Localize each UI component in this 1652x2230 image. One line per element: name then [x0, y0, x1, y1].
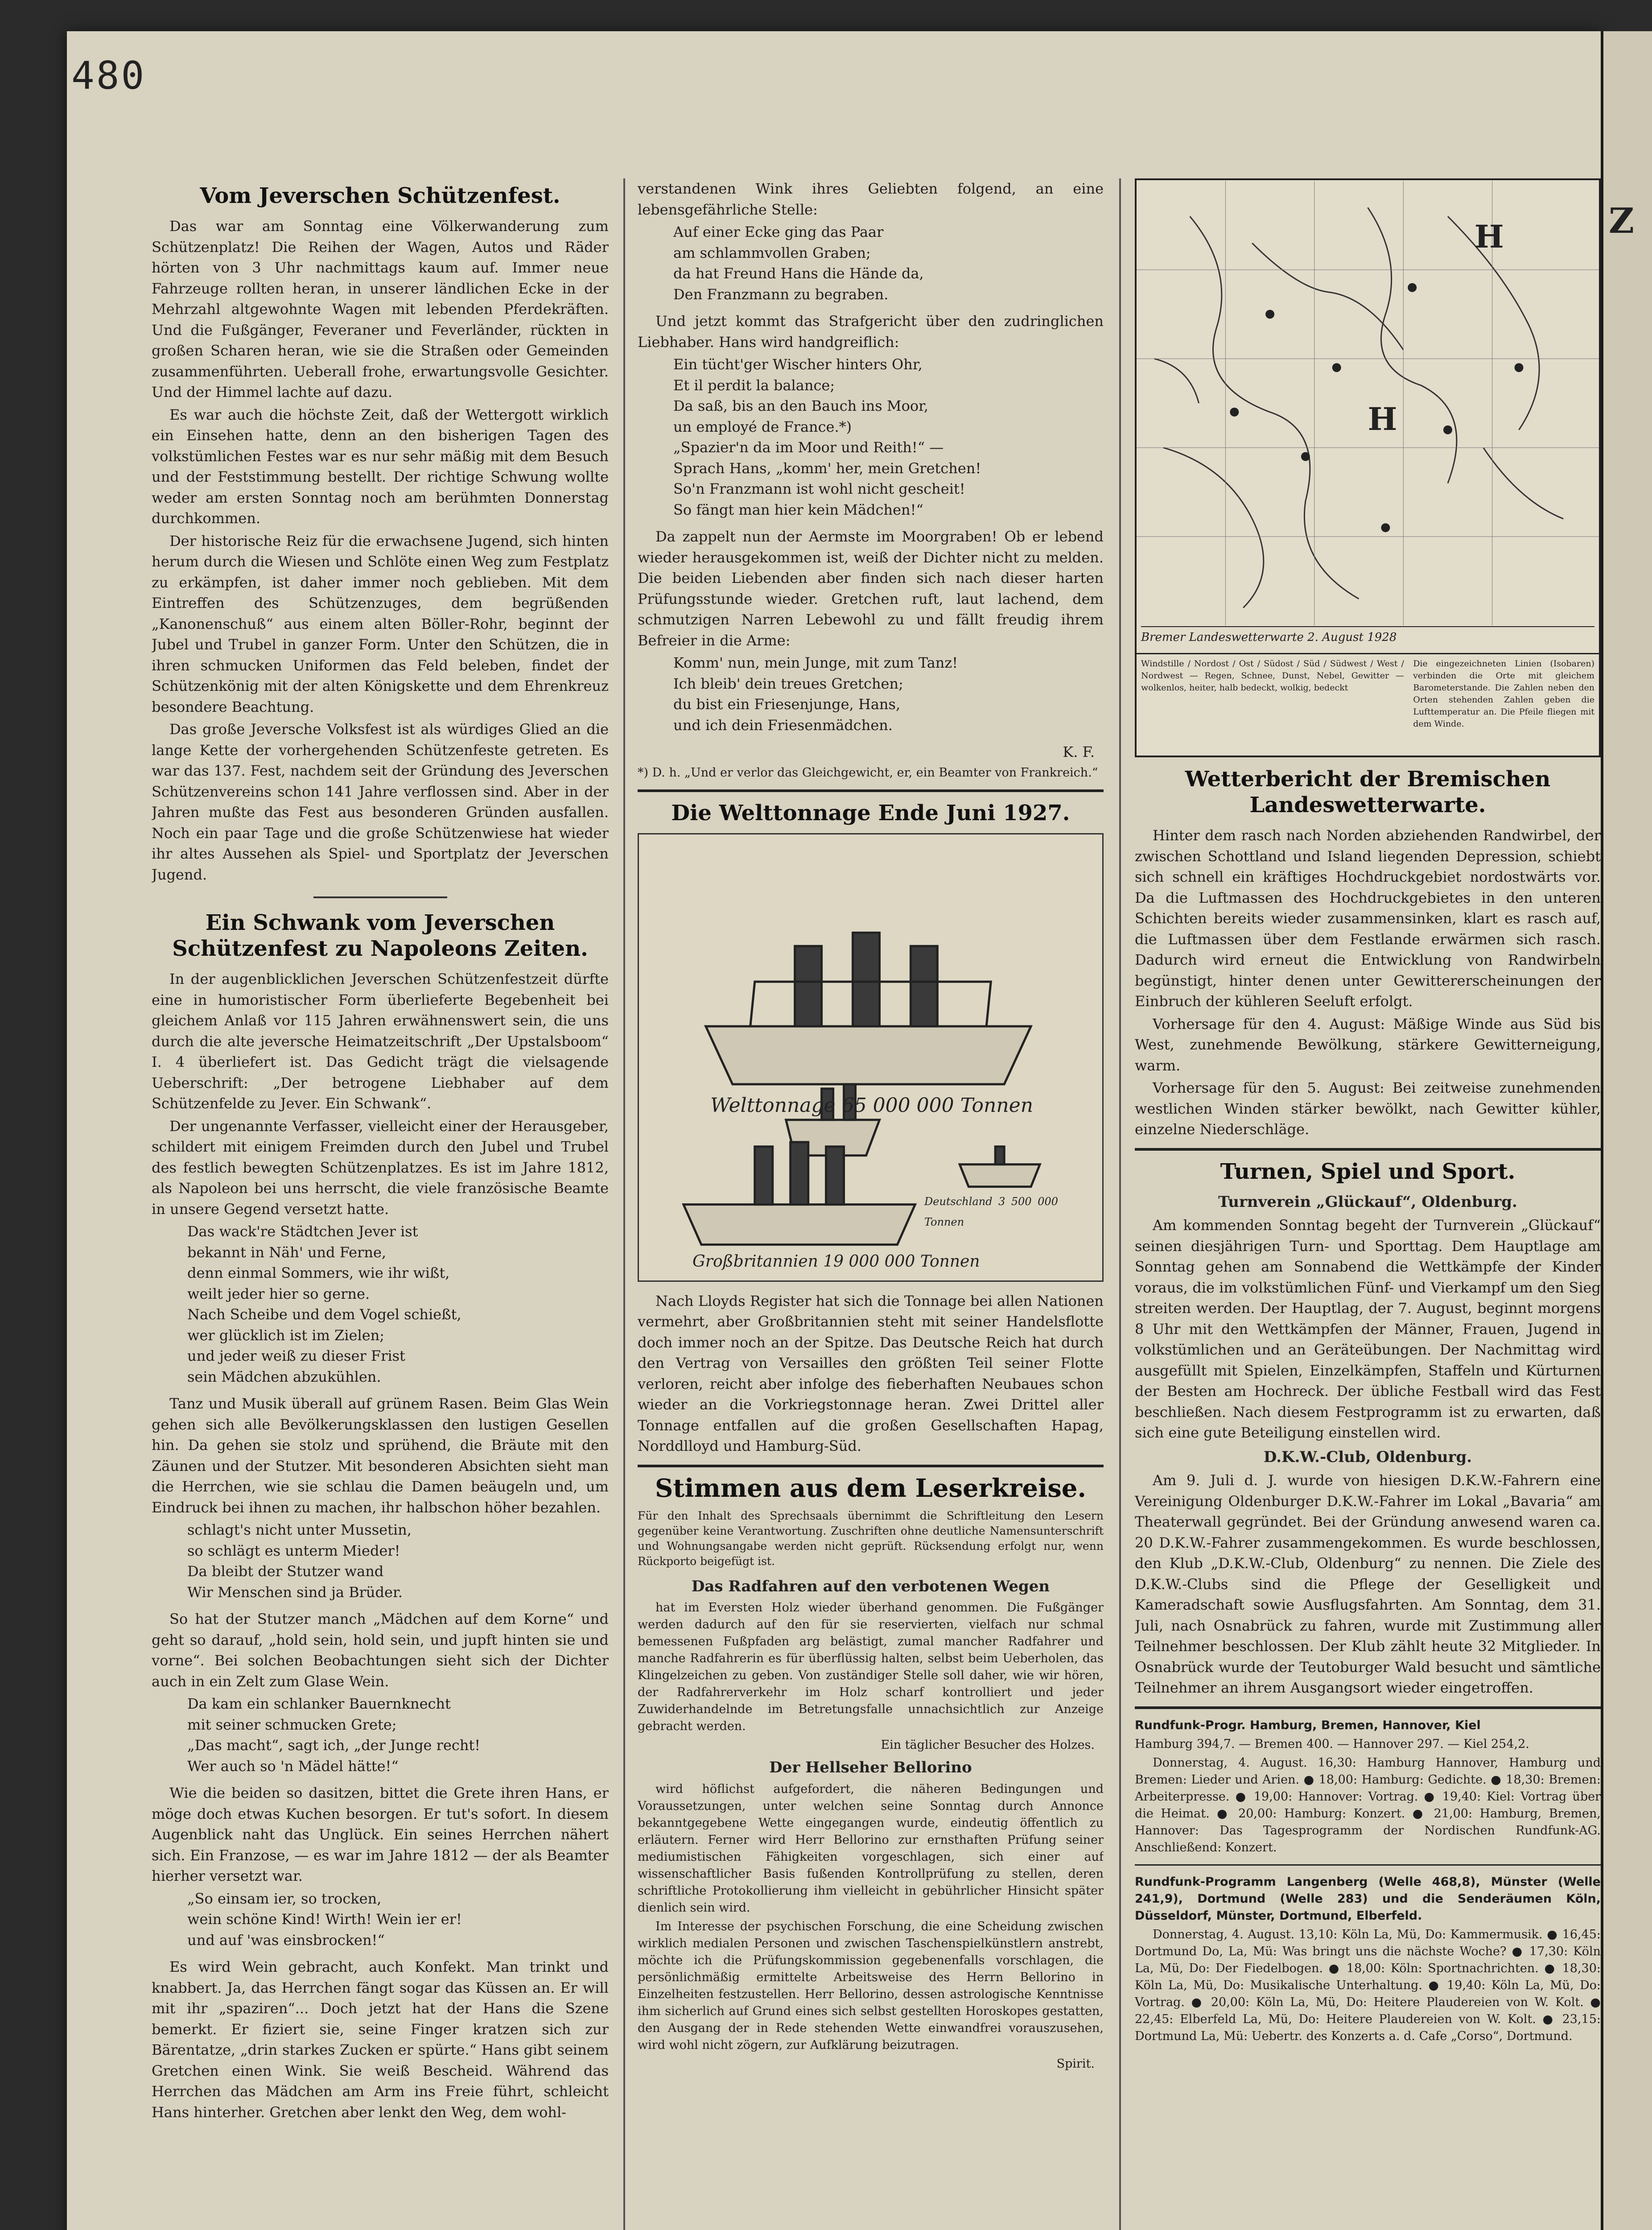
- paragraph: Am kommenden Sonntag begeht der Turnverein „Glückauf“ seinen diesjährigen Turn- und Sporttag. Dem Hauptlage am Sonntag gehen am Sonnabend die Wettkämpfe der Kinder voraus, die im volkstümlichen Fünf- und Vierkampf um den Sieg streiten werden. Der Hauptlag, der 7. August, beginnt morgens 8 Uhr mit den Wettkämpfen der Männer, Frauen, Jugend in volkstümlichen und an Geräteübungen. Der Nachmittag wird ausgefüllt mit Spielen, Einzelkämpfen, Staffeln und Kürturnen der Besten am Hochreck. Der übliche Festball wird das Fest beschließen. Nach diesem Festprogramm ist zu erwarten, daß sich eine gute Beteiligung einstellen wird.: [1135, 1217, 1601, 1441]
- paragraph: Es wird Wein gebracht, auch Konfekt. Man trinkt und knabbert. Ja, das Herrchen fängt sogar das Küssen an. Er will mit ihr „spaziren“... Doch jetzt hat der Hans die Szene bemerkt. Er fiziert sie, seine Finger kratzen sich zur Bärentatze, „drin starkes Zucken er spürte.“ Hans gibt seinem Gretchen einen Wink. Sie weiß Bescheid. Während das Herrchen das Mädchen am Arm ins Freie führt, schleicht Hans hinterher. Gretchen aber lenkt den Weg, dem wohl-: [152, 1958, 609, 2121]
- article-title: Wetterbericht der Bremischen Landeswetterwarte.: [1185, 767, 1551, 818]
- paragraph: Der historische Reiz für die erwachsene Jugend, sich hinten herum durch die Wiesen und Schlöte einen Weg zum Festplatz zu erkämpfen, ist daher immer noch geblieben. Mit dem Eintreffen des Schützenzuges, dem begrüßenden „Kanonenschuß“ aus einem alten Böller-Rohr, beginnt der Jubel und Trubel in ganzer Form. Unter den Schützen, die in ihren schmucken Uniformen das Feld beleben, findet der Schützenkönig mit der alten Königskette und dem Ehrenkreuz besondere Beachtung.: [152, 532, 609, 715]
- radio-programs: [1135, 1717, 1601, 2045]
- weather-map: [1135, 178, 1601, 757]
- section-rule: [1135, 1148, 1601, 1151]
- subheading: D.K.W.-Club, Oldenburg.: [1263, 1448, 1472, 1466]
- paragraph: Der ungenannte Verfasser, vielleicht einer der Herausgeber, schildert mit einigem Freimden durch den Jubel und Trubel des festlich bewegten Schützenplatzes. Es ist im Jahre 1812, als Napoleon bei uns herrscht, die viele französische Beamte in unsere Gegend versetzt hatte.: [152, 1117, 609, 1218]
- author-signature: K. F.: [1063, 743, 1095, 760]
- subheading: Turnverein „Glückauf“, Oldenburg.: [1218, 1193, 1517, 1211]
- poem-stanza: Auf einer Ecke ging das Paar am schlammvollen Graben; da hat Freund Hans die Hände da, Den Franzmann zu begraben.: [673, 223, 924, 303]
- paragraph: Im Interesse der psychischen Forschung, die eine Scheidung zwischen wirklich medialen Personen und zwischen Taschenspielkünstlern anstrebt, möchte ich die Prüfungskommission gegebenenfalls vorschlagen, die persönlichmäßig ermittelte Arbeitsweise des Herrn Bellorino in Einzelheiten festzustellen. Herr Bellorino, dessen astrologische Kenntnisse ihm sicherlich auf Grund eines sich selbst gestellten Horoskopes gestatten, den Ausgang der in Rede stehenden Wette einwandfrei vorauszusehen, wird wohl nicht zögern, zur Aufklärung beizutragen.: [638, 1919, 1104, 2052]
- map-legend: [1137, 653, 1599, 756]
- svg-text:H: H: [1368, 401, 1397, 438]
- section-rule: [1135, 1706, 1601, 1709]
- column-1: [152, 178, 609, 2230]
- radio-wavelengths: Hamburg 394,7. — Bremen 400. — Hannover 297. — Kiel 254,2.: [1135, 1737, 1529, 1751]
- column-rule: [1119, 178, 1121, 2230]
- weather-map-drawing: [1137, 180, 1599, 626]
- letter-title: Der Hellseher Bellorino: [769, 1759, 972, 1776]
- paragraph: Das große Jeversche Volksfest ist als würdiges Glied an die lange Kette der vorhergehenden Schützenfeste getreten. Es war das 137. Fest, nachdem seit der Gründung des Jeverschen Schützenvereins schon 141 Jahre verflossen sind. Aber in der Jahren mußte das Fest aus besonderen Gründen ausfallen. Noch ein paar Tage und die große Schützenwiese hat wieder ihr altes Aussehen als Spiel- und Sportplatz der Jeverschen Jugend.: [152, 721, 609, 883]
- poem-stanza: Da kam ein schlanker Bauernknecht mit seiner schmucken Grete; „Das macht“, sagt ich, „der Junge recht! Wer auch so 'n Mädel hätte!“: [187, 1695, 481, 1775]
- article-title: Vom Jeverschen Schützenfest.: [200, 183, 560, 208]
- separator: [313, 896, 447, 898]
- radio-title: Rundfunk-Programm Langenberg (Welle 468,8), Münster (Welle 241,9), Dortmund (Welle 283) und die Senderäumen Köln, Düsseldorf, Münster, Dortmund, Elberfeld.: [1135, 1875, 1601, 1923]
- poem-stanza: „So einsam ier, so trocken, wein schöne Kind! Wirth! Wein ier er! und auf 'was einsbrocken!“: [187, 1890, 462, 1949]
- caption-britain-tonnage: Großbritannien 19 000 000 Tonnen: [692, 1252, 980, 1271]
- column-rule: [623, 178, 625, 2230]
- paragraph: Da zappelt nun der Aermste im Moorgraben! Ob er lebend wieder herausgekommen ist, weiß der Dichter nicht zu melden. Die beiden Liebenden aber finden sich nach dieser harten Prüfungsstunde wieder. Gretchen ruft, laut lachend, dem schmutzigen Narren Lebewohl zu und fällt freudig ihrem Befreier in die Arme:: [638, 528, 1104, 649]
- column-2: [638, 178, 1104, 2230]
- paragraph: Es war auch die höchste Zeit, daß der Wettergott wirklich ein Einsehen hatte, denn an den bisherigen Tagen des volkstümlichen Festes war es nur sehr mäßig mit dem Besuch und der Feststimmung bestellt. Der richtige Schwung wollte weder am ersten Sonntag noch am berühmten Donnerstag durchkommen.: [152, 406, 609, 527]
- article-title: Die Welttonnage Ende Juni 1927.: [671, 800, 1070, 826]
- article-title: Ein Schwank vom Jeverschen Schützenfest zu Napoleons Zeiten.: [172, 910, 588, 961]
- paragraph: hat im Eversten Holz wieder überhand genommen. Die Fußgänger werden dadurch auf den für sie reservierten, vielfach nur schmal bemessenen Fußpfaden arg belästigt, zumal mancher Radfahrer und manche Radfahrerin es für überflüssig halten, selbst beim Ueberholen, das Klingelzeichen zu geben. Von zuständiger Stelle soll daher, wie wir hören, der Radfahrerverkehr im Holz scharf kontrolliert und jeder Zuwiderhandelnde im Betretungsfalle unnachsichtlich zur Anzeige gebracht werden.: [638, 1601, 1104, 1733]
- footnote: *) D. h. „Und er verlor das Gleichgewicht, er, ein Beamter von Frankreich.“: [638, 765, 1098, 780]
- caption-germany-tonnage: Deutschland 3 500 000 Tonnen: [924, 1195, 1058, 1228]
- paragraph: verstandenen Wink ihres Geliebten folgend, an eine lebensgefährliche Stelle:: [638, 180, 1104, 218]
- letter-signature: Ein täglicher Besucher des Holzes.: [881, 1738, 1095, 1752]
- map-caption: Bremer Landeswetterwarte 2. August 1928: [1141, 626, 1594, 649]
- poem-stanza: Das wack're Städtchen Jever ist bekannt in Näh' und Ferne, denn einmal Sommers, wie ihr wißt, weilt jeder hier so gerne. Nach Scheibe und dem Vogel schießt, wer glücklich ist im Zielen; und jeder weiß zu dieser Frist sein Mädchen abzukühlen.: [187, 1223, 461, 1385]
- paragraph: So hat der Stutzer manch „Mädchen auf dem Korne“ und geht so darauf, „hold sein, hold sein, und jupft hinten sie und vorne“. Bei solchen Beobachtungen sieht sich der Dichter auch in ein Zelt zum Glase Wein.: [152, 1611, 609, 1690]
- editorial-note: Für den Inhalt des Sprechsaals übernimmt die Schriftleitung den Lesern gegenüber keine Verantwortung. Zuschriften ohne deutliche Namensunterschrift und Wohnungsangabe werden nicht geprüft. Rücksendung erfolgt nur, wenn Rückporto beigefügt ist.: [638, 1509, 1104, 1568]
- paragraph: Und jetzt kommt das Strafgericht über den zudringlichen Liebhaber. Hans wird handgreiflich:: [638, 313, 1104, 351]
- paragraph: Vorhersage für den 5. August: Bei zeitweise zunehmenden westlichen Winden stärker bewölkt, nach Gewitter kühler, einzelne Niederschläge.: [1135, 1079, 1601, 1138]
- legend-symbols: Windstille / Nordost / Ost / Südost / Süd / Südwest / West / Nordwest — Regen, Schnee, Dunst, Nebel, Gewitter — wolkenlos, heiter, halb bedeckt, wolkig, bedeckt: [1141, 659, 1404, 693]
- ship-illustration: [638, 833, 1104, 1282]
- column-3: [1135, 178, 1601, 2230]
- page-number: 480: [71, 54, 146, 98]
- paragraph: Nach Lloyds Register hat sich die Tonnage bei allen Nationen vermehrt, aber Großbritannien steht mit seiner Handelsflotte doch immer noch an der Spitze. Das Deutsche Reich hat durch den Vertrag von Versailles den größten Teil seiner Flotte verloren, reicht aber infolge des fieberhaften Neubaues schon wieder an die Vorkriegstonnage heran. Zwei Drittel aller Tonnage entfallen auf die großen Gesellschaften Hapag, Norddlloyd und Hamburg-Süd.: [638, 1292, 1104, 1454]
- paragraph: wird höflichst aufgefordert, die näheren Bedingungen und Voraussetzungen, unter welchen seine Sonntag durch Annonce bekanntgegebene Wette eingegangen wurde, eindeutig öffentlich zu erläutern. Ferner wird Herr Bellorino zur ernsthaften Prüfung seiner mediumistischen Fähigkeiten vorgeschlagen, sich einer auf wissenschaftlicher Basis fußenden Kontrollprüfung zu stellen, deren schriftliche Protokollierung ihm vielleicht in gebührlicher Hinsicht später dienlich sein wird.: [638, 1782, 1104, 1915]
- legend-explanation: Die eingezeichneten Linien (Isobaren) verbinden die Orte mit gleichem Barometerstande. Die Zahlen neben den Orten stehenden Zahlen geben die Lufttemperatur an. Die Pfeile fliegen mit dem Winde.: [1413, 659, 1594, 729]
- article-title: Turnen, Spiel und Sport.: [1220, 1159, 1516, 1184]
- letter-signature: Spirit.: [1056, 2057, 1095, 2071]
- poem-stanza: Ein tücht'ger Wischer hinters Ohr, Et il perdit la balance; Da saß, bis an den Bauch ins Moor, un employé de France.*) „Spazier'n da im Moor und Reith!“ — Sprach Hans, „komm' her, mein Gretchen! So'n Franzmann ist wohl nicht gescheit! So fängt man hier kein Mädchen!“: [673, 356, 981, 518]
- radio-schedule: Donnerstag, 4. August. 16,30: Hamburg Hannover, Hamburg und Bremen: Lieder und Arien. ● 18,00: Hamburg: Gedichte. ● 18,30: Bremen: Arbeiterpresse. ● 19,00: Hannover: Vortrag. ● 19,40: Kiel: Vortrag über die Heimat. ● 20,00: Hamburg: Konzert. ● 21,00: Hamburg, Bremen, Hannover: Das Tagesprogramm der Nordischen Rundfunk-AG. Anschließend: Konzert.: [1135, 1755, 1601, 1854]
- paragraph: Hinter dem rasch nach Norden abziehenden Randwirbel, der zwischen Schottland und Island liegenden Depression, schiebt sich schnell ein kräftiges Hochdruckgebiet nordostwärts vor. Da die Luftmassen des Hochdruckgebietes in den unteren Schichten bereits wieder zusammensinken, klart es rasch auf, die Luftmassen über dem Festlande erwärmen sich rasch. Dadurch wird erneut die Entwicklung von Randwirbeln begünstigt, hinter denen unter Gewittererscheinungen der Einbruch der kühleren Seeluft erfolgt.: [1135, 827, 1601, 1010]
- paragraph: Tanz und Musik überall auf grünem Rasen. Beim Glas Wein gehen sich alle Bevölkerungsklassen den lustigen Gesellen hin. Da gehen sie stolz und sprühend, die Bräute mit den Zäunen und der Stutzer. Mit besonderen Absichten sieht man die Herrchen, wie sie schlau die Damen beäugeln und, um Eindruck bei ihnen zu machen, ihr halbschon höher bezahlen.: [152, 1395, 609, 1516]
- paragraph: Wie die beiden so dasitzen, bittet die Grete ihren Hans, er möge doch etwas Kuchen besorgen. Er tut's sofort. In diesem Augenblick naht das Unglück. Ein seines Herrchen nähert sich. Ein Franzose, — es war im Jahre 1812 — der als Beamter hierher versetzt war.: [152, 1784, 609, 1884]
- poem-stanza: Komm' nun, mein Junge, mit zum Tanz! Ich bleib' dein treues Gretchen; du bist ein Friesenjunge, Hans, und ich dein Friesenmädchen.: [673, 654, 958, 734]
- section-rule: [638, 789, 1104, 792]
- section-title: Stimmen aus dem Leserkreise.: [655, 1473, 1086, 1503]
- adjacent-page-fragment: Z: [1609, 201, 1634, 241]
- paragraph: Am 9. Juli d. J. wurde von hiesigen D.K.W.-Fahrern eine Vereinigung Oldenburger D.K.W.-Fahrer im Lokal „Bavaria“ am Theaterwall gegründet. Bei der Gründung anwesend waren ca. 20 D.K.W.-Fahrer zusammengekommen. Es wurde beschlossen, den Klub „D.K.W.-Club, Oldenburg“ zu nennen. Die Ziele des D.K.W.-Clubs sind die Pflege der Geselligkeit und Kameradschaft sowie Ausflugsfahrten. Am Sonntag, dem 31. Juli, nach Osnabrück zu fahren, wurde mit Zustimmung aller Teilnehmer beschlossen. Der Klub zählt heute 32 Mitglieder. In Osnabrück wurde der Teutoburger Wald besucht und sämtliche Teilnehmer an ihrem Ausgangsort wieder eingetroffen.: [1135, 1472, 1601, 1696]
- poem-stanza: schlagt's nicht unter Mussetin, so schlägt es unterm Mieder! Da bleibt der Stutzer wand Wir Menschen sind ja Brüder.: [187, 1521, 412, 1601]
- paragraph: In der augenblicklichen Jeverschen Schützenfestzeit dürfte eine in humoristischer Form überlieferte Begebenheit bei gleichem Anlaß vor 115 Jahren erwähnenswert sein, die uns durch die alte jeversche Heimatzeitschrift „Der Upstalsboom“ I. 4 überliefert ist. Das Gedicht trägt die vielsagende Ueberschrift: „Der betrogene Liebhaber auf dem Schützenfelde zu Jever. Ein Schwank“.: [152, 970, 609, 1112]
- letter-title: Das Radfahren auf den verbotenen Wegen: [691, 1577, 1050, 1595]
- adjacent-page-strip: [1601, 31, 1652, 2230]
- caption-world-tonnage: Welttonnage 65 000 000 Tonnen: [710, 1094, 1034, 1117]
- svg-text:H: H: [1474, 219, 1504, 256]
- paragraph: Das war am Sonntag eine Völkerwanderung zum Schützenplatz! Die Reihen der Wagen, Autos und Räder hörten von 3 Uhr nachmittags kaum auf. Immer neue Fahrzeuge rollten heran, in unserer ländlichen Ecke in der Mehrzahl altgewohnte Wagen mit lebenden Pferdekräften. Und die Fußgänger, Feveraner und Feverländer, rückten in großen Scharen heran, wie sie die Straßen oder Gemeinden zusammenführten. Ueberall frohe, erwartungsvolle Gesichter. Und der Himmel lachte auf dazu.: [152, 218, 609, 401]
- radio-schedule: Donnerstag, 4. August. 13,10: Köln La, Mü, Do: Kammermusik. ● 16,45: Dortmund Do, La, Mü: Was bringt uns die nächste Woche? ● 17,30: Köln La, Mü, Do: Der Fiedelbogen. ● 18,00: Köln: Sportnachrichten. ● 18,30: Köln La, Mü, Do: Musikalische Unterhaltung. ● 19,40: Köln La, Mü, Do: Vortrag. ● 20,00: Köln La, Mü, Do: Heitere Plaudereien von W. Kolt. ● 22,45: Elberfeld La, Mü, Do: Heitere Plaudereien von W. Kolt. ● 23,15: Dortmund La, Mü: Uebertr. des Konzerts a. d. Cafe „Corso“, Dortmund.: [1135, 1927, 1601, 2043]
- radio-title: Rundfunk-Progr. Hamburg, Bremen, Hannover, Kiel: [1135, 1718, 1481, 1732]
- section-rule: [1135, 1864, 1601, 1866]
- section-rule: [638, 1465, 1104, 1467]
- paragraph: Vorhersage für den 4. August: Mäßige Winde aus Süd bis West, zunehmende Bewölkung, stärkere Gewitterneigung, warm.: [1135, 1015, 1601, 1074]
